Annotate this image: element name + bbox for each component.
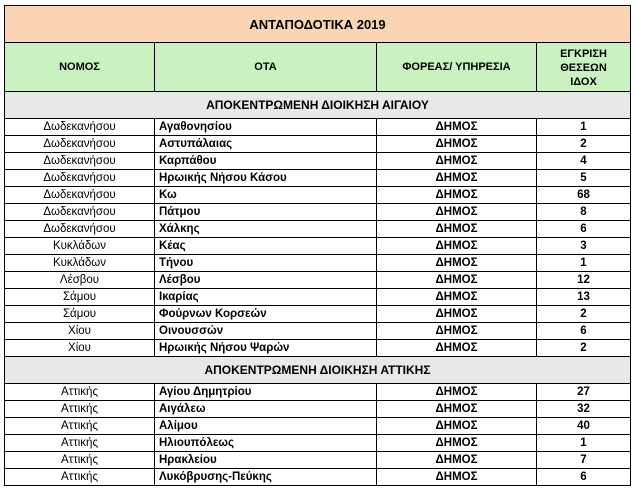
allocation-table (4, 5, 631, 486)
header-nomos: ΝΟΜΟΣ (5, 43, 155, 92)
header-approval (537, 43, 631, 92)
table-row (5, 323, 631, 340)
foreas-cell: ΔΗΜΟΣ (377, 469, 537, 486)
foreas-cell: ΔΗΜΟΣ (377, 119, 537, 136)
foreas-cell: ΔΗΜΟΣ (377, 306, 537, 323)
approval-count-cell: 3 (537, 238, 631, 255)
section-row (5, 357, 631, 384)
table-row (5, 119, 631, 136)
header-ota: ΟΤΑ (155, 43, 377, 92)
approval-count-cell: 68 (537, 187, 631, 204)
nomos-cell: Σάμου (5, 306, 155, 323)
foreas-cell: ΔΗΜΟΣ (377, 418, 537, 435)
nomos-cell: Κυκλάδων (5, 255, 155, 272)
table-title: ΑΝΤΑΠΟΔΟΤΙΚΑ 2019 (5, 6, 631, 43)
ota-cell: Ηρακλείου (155, 452, 377, 469)
table-row (5, 272, 631, 289)
header-foreas: ΦΟΡΕΑΣ/ ΥΠΗΡΕΣΙΑ (377, 43, 537, 92)
header-approval-line: ΘΕΣΕΩΝ (560, 62, 607, 74)
nomos-cell: Κυκλάδων (5, 238, 155, 255)
table-row (5, 384, 631, 401)
ota-cell: Ηρωικής Νήσου Ψαρών (155, 340, 377, 357)
nomos-cell: Αττικής (5, 469, 155, 486)
ota-cell: Καρπάθου (155, 153, 377, 170)
ota-cell: Οινουσσών (155, 323, 377, 340)
nomos-cell: Χίου (5, 323, 155, 340)
ota-cell: Ηρωικής Νήσου Κάσου (155, 170, 377, 187)
table-row (5, 469, 631, 486)
table-row (5, 418, 631, 435)
approval-count-cell: 6 (537, 221, 631, 238)
approval-count-cell: 1 (537, 255, 631, 272)
foreas-cell: ΔΗΜΟΣ (377, 452, 537, 469)
ota-cell: Τήνου (155, 255, 377, 272)
section-row (5, 92, 631, 119)
ota-cell: Κω (155, 187, 377, 204)
table-row (5, 340, 631, 357)
nomos-cell: Δωδεκανήσου (5, 153, 155, 170)
header-approval-line: ΕΓΚΡΙΣΗ (560, 48, 607, 60)
approval-count-cell: 6 (537, 469, 631, 486)
foreas-cell: ΔΗΜΟΣ (377, 323, 537, 340)
table-row (5, 170, 631, 187)
section-title: ΑΠΟΚΕΝΤΡΩΜΕΝΗ ΔΙΟΙΚΗΣΗ ΑΤΤΙΚΗΣ (5, 357, 631, 384)
foreas-cell: ΔΗΜΟΣ (377, 238, 537, 255)
approval-count-cell: 2 (537, 136, 631, 153)
ota-cell: Αλίμου (155, 418, 377, 435)
approval-count-cell: 1 (537, 119, 631, 136)
nomos-cell: Αττικής (5, 452, 155, 469)
approval-count-cell: 32 (537, 401, 631, 418)
table-row (5, 401, 631, 418)
table-row (5, 452, 631, 469)
table-row (5, 435, 631, 452)
ota-cell: Ικαρίας (155, 289, 377, 306)
ota-cell: Κέας (155, 238, 377, 255)
table-row (5, 221, 631, 238)
approval-count-cell: 7 (537, 452, 631, 469)
table-row (5, 204, 631, 221)
table-row (5, 187, 631, 204)
foreas-cell: ΔΗΜΟΣ (377, 187, 537, 204)
foreas-cell: ΔΗΜΟΣ (377, 255, 537, 272)
title-row (5, 6, 631, 43)
section-title: ΑΠΟΚΕΝΤΡΩΜΕΝΗ ΔΙΟΙΚΗΣΗ ΑΙΓΑΙΟΥ (5, 92, 631, 119)
nomos-cell: Δωδεκανήσου (5, 187, 155, 204)
nomos-cell: Δωδεκανήσου (5, 119, 155, 136)
ota-cell: Αιγάλεω (155, 401, 377, 418)
approval-count-cell: 27 (537, 384, 631, 401)
nomos-cell: Δωδεκανήσου (5, 204, 155, 221)
foreas-cell: ΔΗΜΟΣ (377, 435, 537, 452)
approval-count-cell: 12 (537, 272, 631, 289)
nomos-cell: Δωδεκανήσου (5, 170, 155, 187)
table-row (5, 289, 631, 306)
table-row (5, 255, 631, 272)
foreas-cell: ΔΗΜΟΣ (377, 170, 537, 187)
nomos-cell: Αττικής (5, 401, 155, 418)
foreas-cell: ΔΗΜΟΣ (377, 401, 537, 418)
header-row (5, 43, 631, 92)
table-body (5, 6, 631, 486)
ota-cell: Λυκόβρυσης-Πεύκης (155, 469, 377, 486)
foreas-cell: ΔΗΜΟΣ (377, 221, 537, 238)
ota-cell: Φούρνων Κορσεών (155, 306, 377, 323)
foreas-cell: ΔΗΜΟΣ (377, 204, 537, 221)
approval-count-cell: 13 (537, 289, 631, 306)
ota-cell: Αστυπάλαιας (155, 136, 377, 153)
nomos-cell: Αττικής (5, 435, 155, 452)
nomos-cell: Δωδεκανήσου (5, 221, 155, 238)
foreas-cell: ΔΗΜΟΣ (377, 136, 537, 153)
ota-cell: Αγαθονησίου (155, 119, 377, 136)
ota-cell: Λέσβου (155, 272, 377, 289)
nomos-cell: Αττικής (5, 418, 155, 435)
nomos-cell: Δωδεκανήσου (5, 136, 155, 153)
nomos-cell: Σάμου (5, 289, 155, 306)
foreas-cell: ΔΗΜΟΣ (377, 289, 537, 306)
table-row (5, 306, 631, 323)
foreas-cell: ΔΗΜΟΣ (377, 340, 537, 357)
approval-count-cell: 2 (537, 340, 631, 357)
foreas-cell: ΔΗΜΟΣ (377, 153, 537, 170)
ota-cell: Πάτμου (155, 204, 377, 221)
approval-count-cell: 6 (537, 323, 631, 340)
approval-count-cell: 4 (537, 153, 631, 170)
ota-cell: Χάλκης (155, 221, 377, 238)
table-row (5, 136, 631, 153)
foreas-cell: ΔΗΜΟΣ (377, 384, 537, 401)
nomos-cell: Αττικής (5, 384, 155, 401)
nomos-cell: Λέσβου (5, 272, 155, 289)
approval-count-cell: 40 (537, 418, 631, 435)
ota-cell: Αγίου Δημητρίου (155, 384, 377, 401)
approval-count-cell: 8 (537, 204, 631, 221)
ota-cell: Ηλιουπόλεως (155, 435, 377, 452)
foreas-cell: ΔΗΜΟΣ (377, 272, 537, 289)
approval-count-cell: 5 (537, 170, 631, 187)
header-approval-line: ΙΔΟΧ (570, 76, 597, 88)
approval-count-cell: 1 (537, 435, 631, 452)
table-row (5, 153, 631, 170)
table-row (5, 238, 631, 255)
nomos-cell: Χίου (5, 340, 155, 357)
approval-count-cell: 2 (537, 306, 631, 323)
